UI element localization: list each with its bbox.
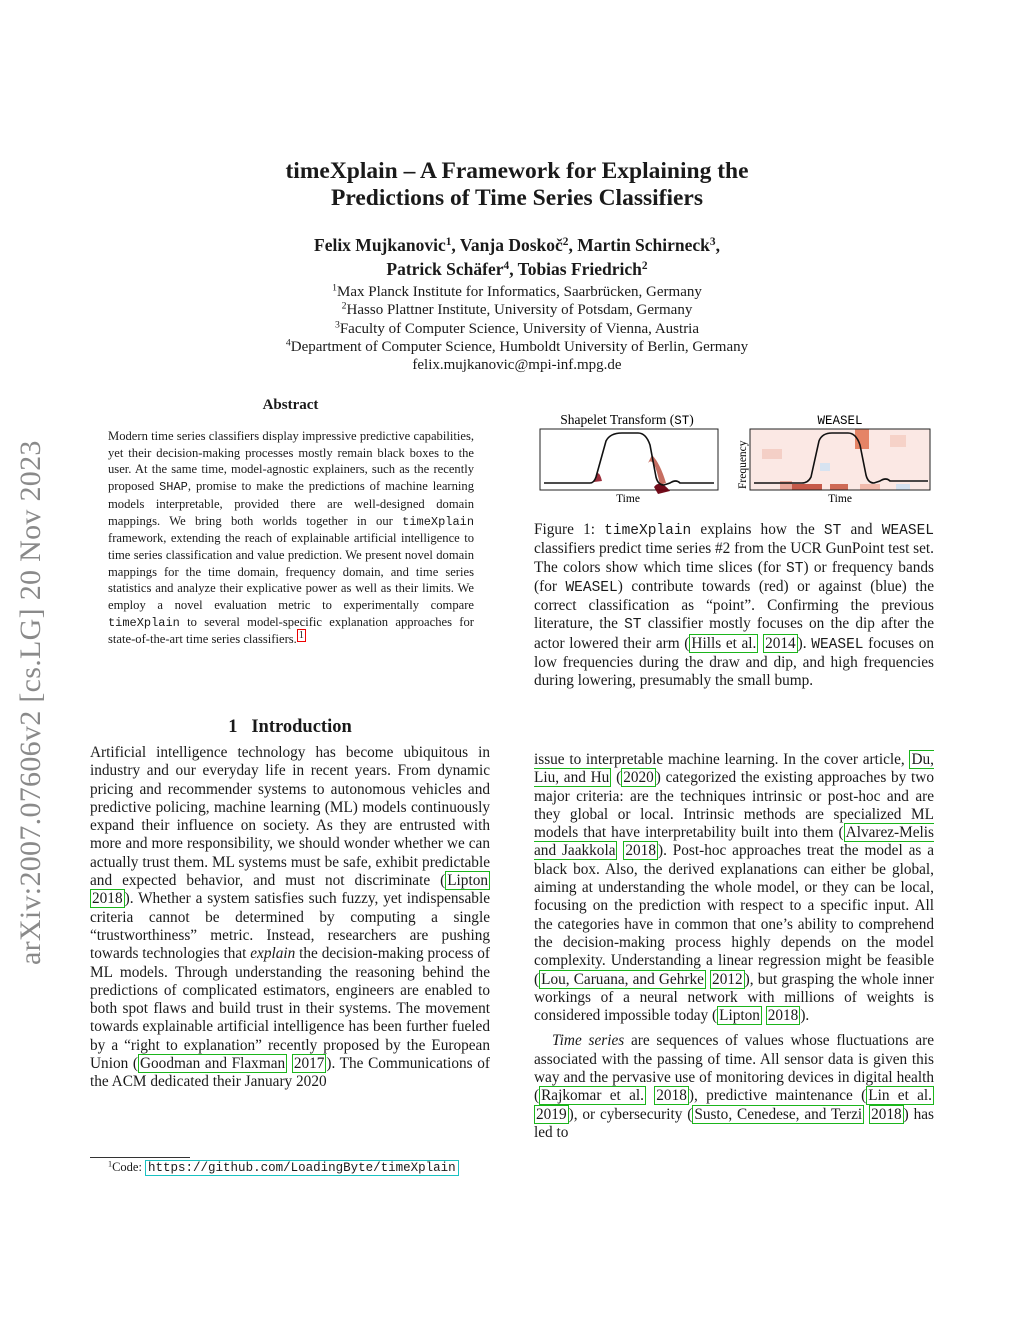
figure-1-caption: Figure 1: timeXplain explains how the ST and WEASEL classifiers predict time series #2 from the UCR GunPoint test set. The colors show which time slices (for ST) or frequency bands (for WEASEL) contribute towards (red) or against (blue) the correct classification as “point”. Confirming the previous literature, the ST classifier mostly focuses on the dip after the actor lowered their arm ( Hills et al. 2014 ). WEASEL focuses on low frequencies during the draw and dip, and high frequencies during lowering, presumably the small bump.	[534, 521, 935, 690]
citation-link[interactable]: 2018	[625, 842, 656, 860]
weasel-x-axis-label: Time	[828, 493, 852, 505]
code-timexplain: timeXplain	[108, 615, 180, 630]
footnote-rule	[90, 1157, 190, 1158]
citation-link[interactable]: Lipton	[447, 872, 488, 890]
author-name: Tobias Friedrich	[517, 259, 642, 279]
footnote-link[interactable]: 1	[298, 630, 304, 642]
footnote: $^1$Code: https://github.com/LoadingByte/timeXplain	[108, 1160, 459, 1175]
citation-link[interactable]: 2018	[871, 1105, 902, 1123]
citation-link[interactable]: Lin et al.	[868, 1087, 933, 1105]
paragraph: issue to interpretable machine learning. In the cover article, Du, Liu, and Hu ( 2020 ) categorized the existing approaches by two major criteria: are the techniques intrinsic or post-hoc and are they global or local. Intrinsic methods are specialized ML models that have interpretability built into them ( Alvarez-Melis and Jaakkola 2018 ). Post-hoc approaches treat the model as a black box. Also, the derived explanations can either be global, aiming at understanding the whole model, or they can be local, focusing on the prediction with respect to a specific input. All the categories have in common that one’s ability to comprehend the decision-making process highly depends on the model complexity. Understanding a linear regression might be feasible ( Lou, Caruana, and Gehrke 2012 ), but grasping the whole inner workings of a neural network with millions of weights is considered impossible today ( Lipton 2018 ).	[534, 751, 934, 1025]
st-x-axis-label: Time	[616, 493, 640, 505]
citation-link[interactable]: Rajkomar et al.	[541, 1087, 644, 1105]
affiliation: $^3$Faculty of Computer Science, University of Vienna, Austria	[334, 319, 700, 337]
author-affiliation-mark: 1	[445, 235, 452, 248]
author-list: Felix Mujkanovic$^1$, Vanja Doskoč$^2$, Martin Schirneck$^3$, Patrick Schäfer$^4$, Tobias Friedrich$^2$	[314, 235, 720, 279]
citation-link[interactable]: Lou, Caruana, and Gehrke	[541, 970, 704, 988]
st-panel-frame	[540, 429, 718, 490]
weasel-heatmap-cell	[860, 484, 880, 490]
citation-link[interactable]: 2017	[293, 1055, 325, 1073]
author-name: Felix Mujkanovic	[314, 235, 446, 255]
citation-link[interactable]: 2018	[92, 890, 123, 908]
citation-link[interactable]: Lipton	[719, 1007, 760, 1025]
citation-link[interactable]: Goodman and Flaxman	[139, 1055, 286, 1073]
citation-link[interactable]: 2018	[767, 1007, 799, 1025]
figure-1	[530, 405, 940, 515]
paragraph: Time series are sequences of values whose fluctuations are associated with the passing of time. All sensor data is given this way and the pervasive use of monitoring devices in digital health ( Rajkomar et al. 2018 ), predictive maintenance ( Lin et al. 2019 ), or cybersecurity ( Susto, Cenedese, and Terzi 2018 ) has led to	[534, 1032, 935, 1141]
introduction-text: Artificial intelligence technology has become ubiquitous in industry and our everyday life in recent years. From dynamic pricing and recommender systems to autonomous vehicles and predictive policing, machine learning (ML) models continuously expand their influence on society. As they are entrusted with more and more responsibility, we should wonder whether we can actually trust them. ML systems must be safe, exhibit predictable and expected behavior, and must not discriminate ( Lipton 2018 ). Whether a system satisfies such fuzzy, yet indispensable criteria cannot be determined by computing a single “trustworthiness” metric. Instead, researchers are pushing towards technologies that explain the decision-making process of ML models. Through understanding the reasoning behind the predictions of complicated estimators, engineers are enabled to both spot flaws and build trust in their systems. The movement towards explainable artificial intelligence has been further fueled by a “right to explanation” recently proposed by the European Union ( Goodman and Flaxman 2017 ). The Communications of the ACM dedicated their January 2020	[90, 744, 490, 1091]
affiliation: $^2$Hasso Plattner Institute, University of Potsdam, Germany	[341, 300, 693, 319]
code-url-link[interactable]: https://github.com/LoadingByte/timeXplain	[145, 1160, 459, 1176]
weasel-heatmap-cell	[762, 449, 782, 459]
author-affiliation-mark: 2	[562, 235, 569, 248]
author-affiliation-mark: 3	[709, 235, 716, 248]
title-line-2: Predictions of Time Series Classifiers	[330, 185, 704, 211]
affiliation-list	[150, 283, 884, 374]
code-timexplain: timeXplain	[402, 514, 474, 529]
st-time-series-line	[544, 433, 714, 485]
affiliation: $^4$Department of Computer Science, Humboldt University of Berlin, Germany	[285, 337, 749, 355]
weasel-heatmap-cell	[792, 484, 822, 490]
section-heading-introduction: 1 Introduction	[228, 717, 352, 737]
weasel-heatmap-cell	[890, 435, 906, 447]
weasel-y-axis-label: Frequency	[737, 440, 749, 489]
st-panel-title: Shapelet Transform (ST)	[560, 412, 694, 428]
citation-link[interactable]: 2012	[712, 970, 743, 988]
weasel-heatmap-cell	[830, 484, 848, 490]
email: felix.mujkanovic@mpi-inf.mpg.de	[412, 357, 622, 374]
paper-title	[150, 158, 884, 212]
author-name: Martin Schirneck	[577, 235, 710, 255]
citation-link[interactable]: Hills et al.	[691, 634, 757, 652]
weasel-heatmap-cell	[896, 484, 910, 490]
citation-link[interactable]: 2020	[623, 769, 654, 787]
abstract-text: Modern time series classifiers display impressive predictive capabilities, yet their decision-making processes mostly remain black boxes to the user. At the same time, model-agnostic explainers, such as the recently proposed SHAP, promise to make the predictions of machine learning models interpretable, provided there are well-designed domain mappings. We bring both worlds together in our timeXplain framework, extending the reach of explainable artificial intelligence to time series classification and value prediction. We present novel domain mappings for the time domain, frequency domain, and time series statistics and analyze their explicative power as well as their limits. We employ a novel evaluation metric to experimentally compare timeXplain to several model-specific explanation approaches for state-of-the-art time series classifiers. $^1$	[108, 429, 474, 647]
title-line-1: timeXplain – A Framework for Explaining the	[285, 158, 749, 184]
citation-link[interactable]: 2014	[765, 634, 796, 652]
right-column-text	[534, 751, 934, 1142]
affiliation: $^1$Max Planck Institute for Informatics, Saarbrücken, Germany	[332, 282, 702, 300]
citation-link[interactable]: Alvarez-Melis and Jaakkola	[534, 824, 934, 860]
citation-link[interactable]: 2018	[656, 1087, 687, 1105]
weasel-panel-title: WEASEL	[817, 414, 863, 428]
author-name: Patrick Schäfer	[386, 259, 504, 279]
abstract-heading: Abstract	[262, 397, 319, 413]
citation-link[interactable]: Du, Liu, and Hu	[534, 751, 934, 787]
code-shap: SHAP	[159, 480, 188, 495]
weasel-heatmap-cell	[820, 463, 830, 471]
author-name: Vanja Doskoč	[459, 235, 563, 255]
citation-link[interactable]: Susto, Cenedese, and Terzi	[694, 1105, 863, 1123]
citation-link[interactable]: 2019	[536, 1105, 567, 1123]
author-affiliation-mark: 4	[503, 259, 510, 272]
arxiv-stamp: arXiv:2007.07606v2 [cs.LG] 20 Nov 2023	[14, 440, 47, 965]
author-affiliation-mark: 2	[641, 259, 648, 272]
